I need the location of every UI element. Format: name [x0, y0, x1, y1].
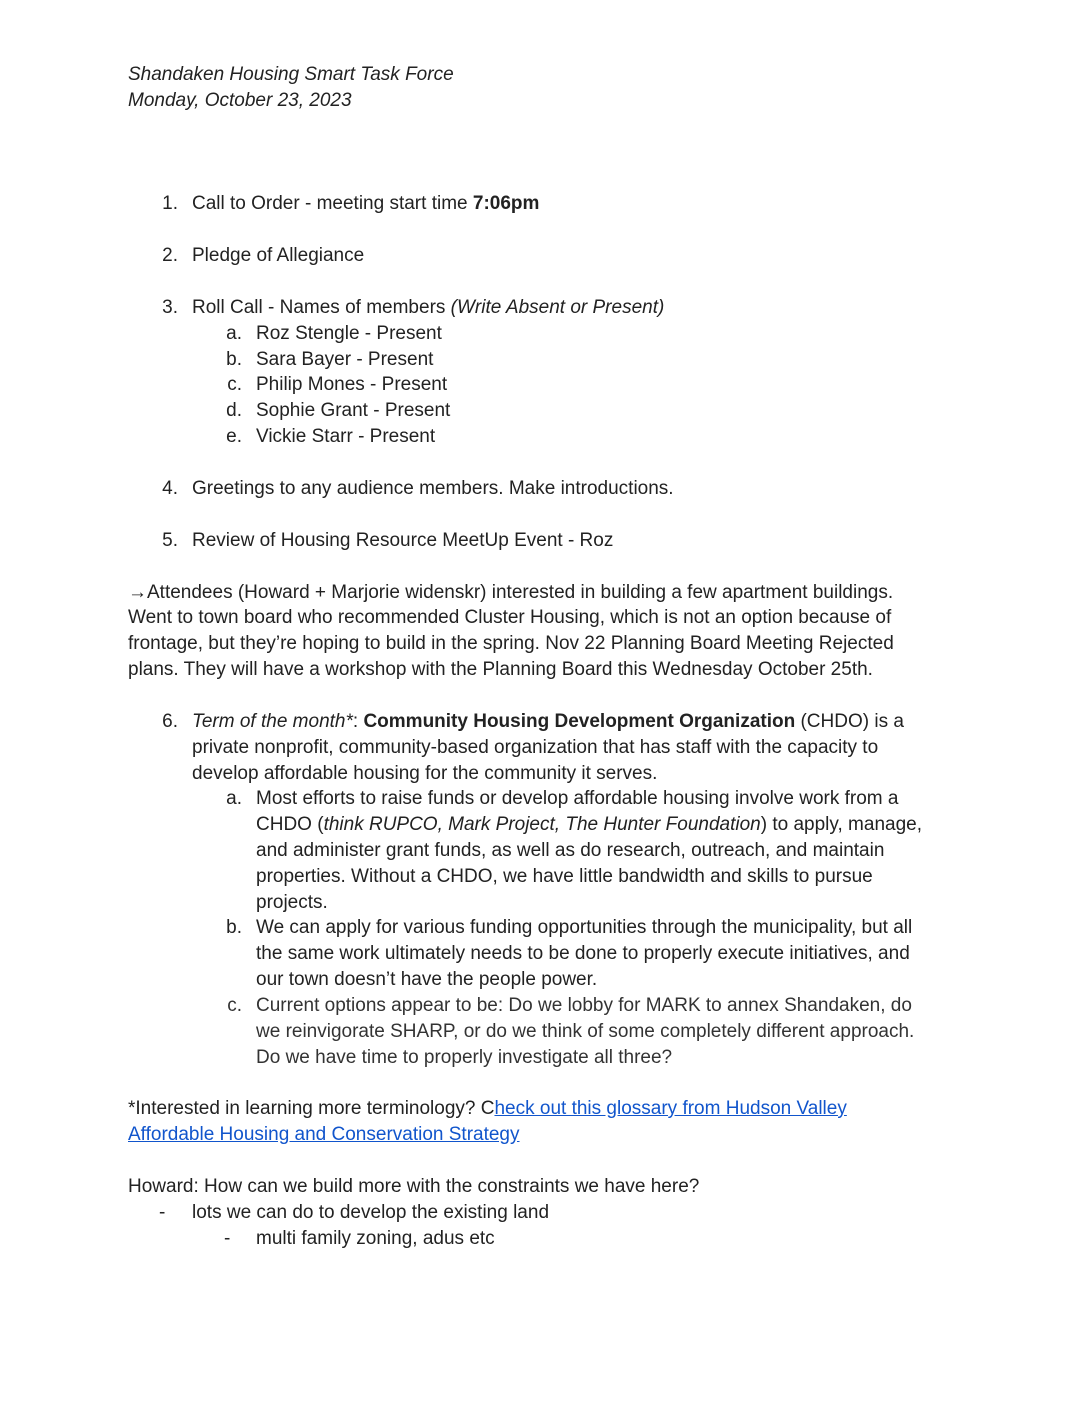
term-of-month-line — [192, 709, 904, 735]
sub-item-a-line: properties. Without a CHDO, we have little bandwidth and skills to pursue — [256, 866, 873, 887]
sub-item-a-text: ) to apply, manage, — [760, 814, 922, 835]
item-number: 5. — [162, 530, 178, 551]
sub-letter: b. — [226, 917, 242, 938]
agenda-item-roll-call — [192, 295, 664, 321]
member-letter: c. — [227, 374, 242, 395]
sub-item-a-line — [256, 812, 922, 838]
member-letter: d. — [226, 400, 242, 421]
term-definition-line: private nonprofit, community-based organization that has staff with the capacity to — [192, 737, 879, 758]
term-definition-start: (CHDO) is a — [795, 711, 904, 732]
howard-question: Howard: How can we build more with the constraints we have here? — [128, 1176, 700, 1197]
member-philip: Philip Mones - Present — [256, 374, 448, 395]
member-roz: Roz Stengle - Present — [256, 323, 442, 344]
sub-item-a-line: projects. — [256, 892, 328, 913]
agenda-item-call-to-order — [192, 191, 539, 217]
item-number: 1. — [162, 193, 178, 214]
term-colon: : — [352, 711, 364, 732]
sub-item-c-line: Do we have time to properly investigate all three? — [256, 1047, 673, 1068]
agenda-item-greetings: Greetings to any audience members. Make introductions. — [192, 478, 674, 499]
glossary-link[interactable]: heck out this glossary from Hudson Valley — [494, 1098, 847, 1119]
sub-letter: a. — [226, 788, 242, 809]
glossary-link-continued[interactable]: Affordable Housing and Conservation Strategy — [128, 1124, 520, 1145]
item-number: 6. — [162, 711, 178, 732]
agenda-item-review: Review of Housing Resource MeetUp Event - Roz — [192, 530, 614, 551]
howard-bullet: lots we can do to develop the existing land — [192, 1202, 550, 1223]
start-time: 7:06pm — [472, 193, 540, 214]
item-text: Call to Order - meeting start time — [192, 193, 473, 214]
chdo-examples: think RUPCO, Mark Project, The Hunter Foundation — [323, 814, 761, 835]
member-letter: a. — [226, 323, 242, 344]
roll-call-note: (Write Absent or Present) — [450, 297, 665, 318]
notes-line: frontage, but they’re hoping to build in the spring. Nov 22 Planning Board Meeting Rejected — [128, 633, 894, 654]
sub-item-a-text: CHDO ( — [256, 814, 324, 835]
howard-sub-bullet: multi family zoning, adus etc — [256, 1228, 495, 1249]
item-number: 2. — [162, 245, 178, 266]
item-text: Roll Call - Names of members — [192, 297, 451, 318]
notes-line: plans. They will have a workshop with the Planning Board this Wednesday October 25th. — [128, 659, 873, 680]
sub-item-a-line: Most efforts to raise funds or develop affordable housing involve work from a — [256, 788, 899, 809]
member-sara: Sara Bayer - Present — [256, 349, 434, 370]
footnote-line — [128, 1096, 847, 1122]
term-label: Term of the month* — [192, 711, 353, 732]
document-org-title: Shandaken Housing Smart Task Force — [128, 64, 454, 85]
sub-item-c-line: Current options appear to be: Do we lobby for MARK to annex Shandaken, do — [256, 995, 912, 1016]
term-definition-line: develop affordable housing for the community it serves. — [192, 763, 658, 784]
sub-item-b-line: the same work ultimately needs to be done to properly execute initiatives, and — [256, 943, 910, 964]
sub-letter: c. — [227, 995, 242, 1016]
document-date: Monday, October 23, 2023 — [128, 90, 352, 111]
member-sophie: Sophie Grant - Present — [256, 400, 451, 421]
notes-line: Went to town board who recommended Cluster Housing, which is not an option because of — [128, 607, 892, 628]
member-vickie: Vickie Starr - Present — [256, 426, 436, 447]
footnote-text: *Interested in learning more terminology? C — [128, 1098, 495, 1119]
agenda-item-pledge: Pledge of Allegiance — [192, 245, 365, 266]
member-letter: b. — [226, 349, 242, 370]
sub-item-c-line: we reinvigorate SHARP, or do we think of some completely different approach. — [256, 1021, 915, 1042]
notes-line: →Attendees (Howard + Marjorie widenskr) interested in building a few apartment buildings. — [128, 582, 894, 603]
sub-item-b-line: our town doesn’t have the people power. — [256, 969, 598, 990]
item-number: 3. — [162, 297, 178, 318]
sub-bullet-dash: - — [224, 1228, 231, 1249]
bullet-dash: - — [159, 1202, 166, 1223]
item-number: 4. — [162, 478, 178, 499]
member-letter: e. — [226, 426, 242, 447]
sub-item-a-line: and administer grant funds, as well as do research, outreach, and maintain — [256, 840, 885, 861]
term-name: Community Housing Development Organization — [363, 711, 796, 732]
sub-item-b-line: We can apply for various funding opportunities through the municipality, but all — [256, 917, 913, 938]
footnote-line — [128, 1122, 520, 1148]
